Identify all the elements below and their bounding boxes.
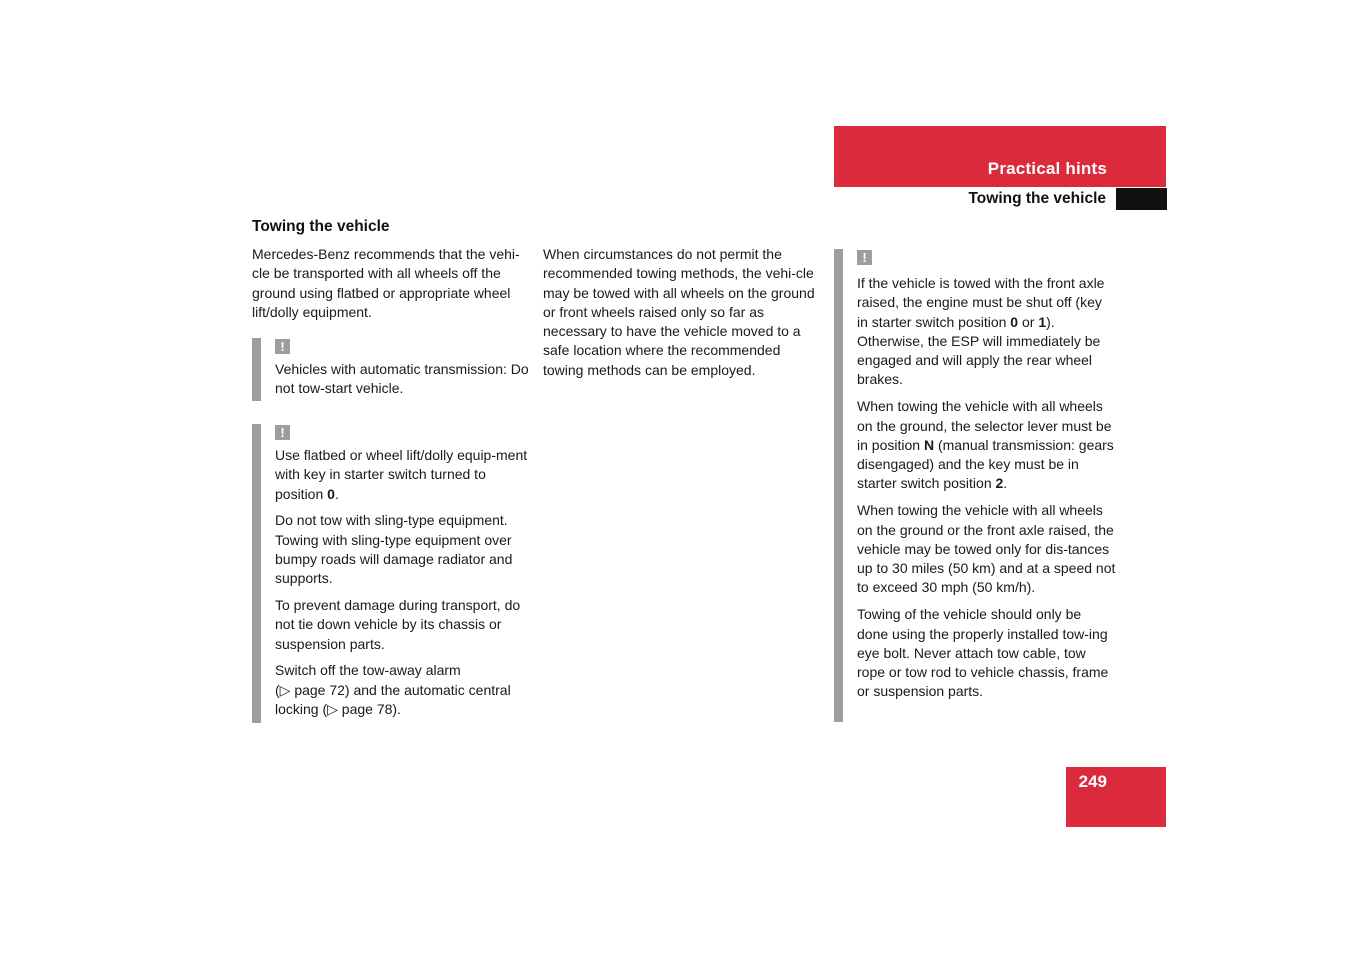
intro-paragraph: Mercedes-Benz recommends that the vehi-cle be transported with all wheels off the ground using flatbed or appropriate wheel lift/dolly equipment.	[252, 246, 520, 320]
page-number-block	[1066, 767, 1166, 827]
intro-paragraph-block	[252, 245, 528, 330]
chapter-header-block	[834, 126, 1166, 187]
section-title: Towing the vehicle	[968, 190, 1106, 207]
warning-box-towing-equipment	[252, 424, 532, 723]
warning-paragraph-front-axle: If the vehicle is towed with the front axle raised, the engine must be shut off (key in starter switch position 0 or 1). Otherwise, the ESP will immediately be engaged and will apply the rear wheel brakes.	[857, 275, 1105, 388]
warning-paragraph-sling: Do not tow with sling-type equipment. Towing with sling-type equipment over bumpy roads will damage radiator and supports.	[275, 512, 513, 587]
middle-paragraph: When circumstances do not permit the recommended towing methods, the vehi-cle may be towed with all wheels on the ground or front wheels raised only so far as necessary to have the vehicle moved to a safe location where the recommended towing methods can be employed.	[543, 246, 815, 378]
warning-paragraph-tie-down: To prevent damage during transport, do not tie down vehicle by its chassis or suspension parts.	[275, 597, 521, 652]
warning-exclamation-icon: !	[275, 425, 290, 440]
warning-paragraph-distance-limit: When towing the vehicle with all wheels on the ground or the front axle raised, the vehicle may be towed only for dis-tances up to 30 miles (50 km) and at a speed not to exceed 30 mph (50 km/h).	[857, 502, 1116, 596]
page-heading: Towing the vehicle	[252, 218, 390, 235]
warning-exclamation-icon: !	[857, 250, 872, 265]
section-tab-marker	[1116, 188, 1167, 210]
warning-box-towing-conditions	[834, 249, 1116, 722]
page-number: 249	[1078, 772, 1107, 791]
middle-column	[543, 245, 819, 388]
alarm-line-2: (▷ page 72) and the automatic central locking (▷ page 78).	[275, 681, 511, 718]
warning-exclamation-icon: !	[275, 339, 290, 354]
warning-paragraph-selector-lever: When towing the vehicle with all wheels on the ground, the selector lever must be in position N (manual transmission: gears disengaged) and the key must be in starter switch position 2.	[857, 398, 1114, 492]
warning-text: Vehicles with automatic transmission: Do not tow-start vehicle.	[275, 361, 529, 397]
warning-paragraph-eye-bolt: Towing of the vehicle should only be done using the properly installed tow-ing eye bolt. Never attach tow cable, tow rope or tow rod to vehicle chassis, frame or suspension parts.	[857, 606, 1109, 700]
warning-paragraph-flatbed: Use flatbed or wheel lift/dolly equip-ment with key in starter switch turned to position 0.	[275, 447, 528, 502]
warning-paragraph-alarm	[275, 661, 532, 719]
warning-box-automatic-transmission	[252, 338, 532, 401]
chapter-title: Practical hints	[987, 159, 1107, 178]
alarm-line-1: Switch off the tow-away alarm	[275, 662, 461, 679]
